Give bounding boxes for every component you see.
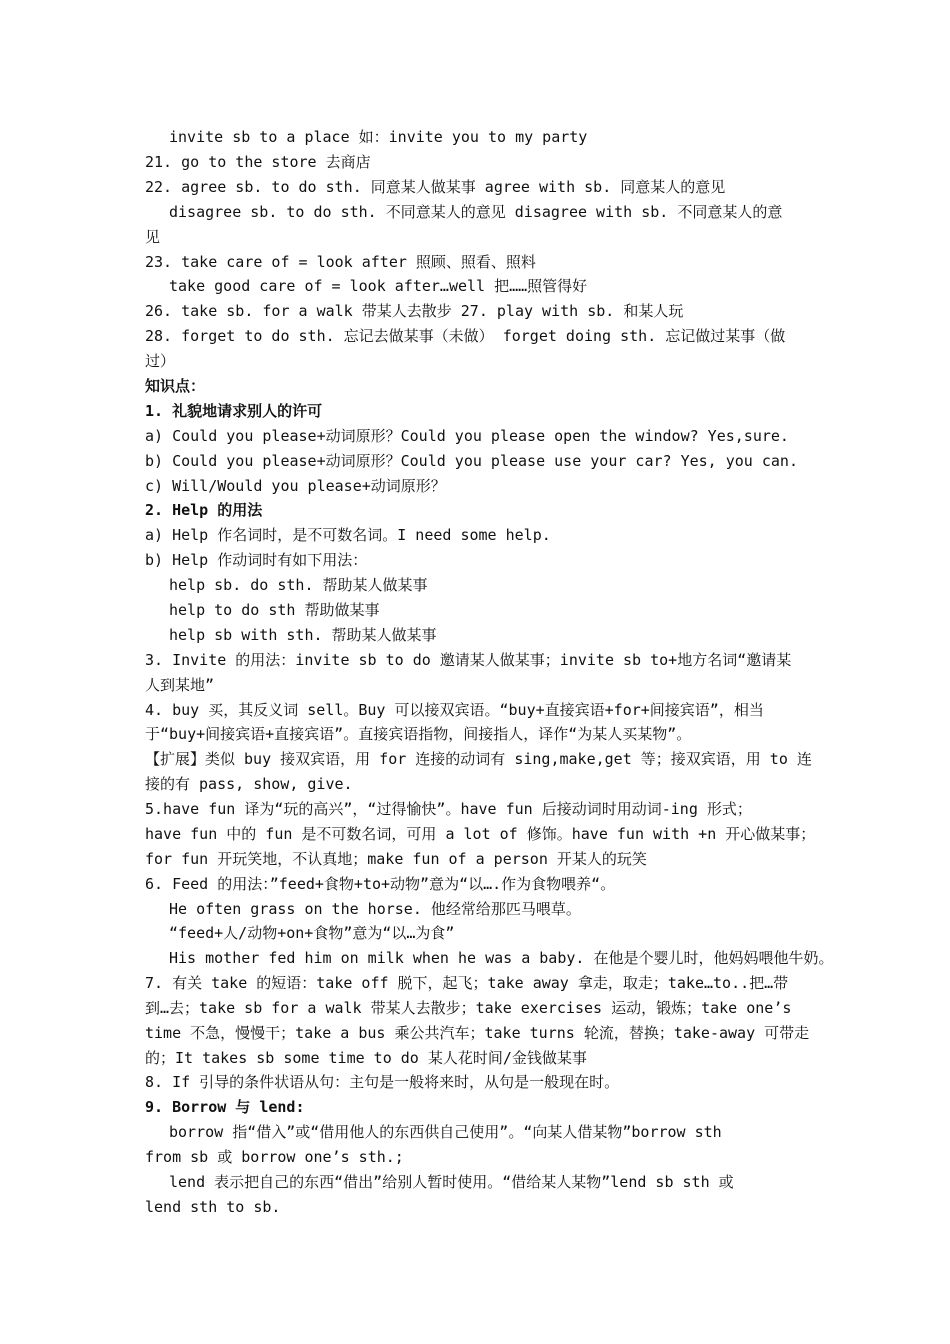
text-line: b) Could you please+动词原形？Could you please use your car? Yes, you can. xyxy=(145,452,798,470)
text-line: 见 xyxy=(145,228,161,246)
text-line: 接的有 pass, show, give. xyxy=(145,775,353,793)
text-line: 21. go to the store 去商店 xyxy=(145,153,371,171)
section-heading: 9. Borrow 与 lend: xyxy=(145,1098,305,1116)
text-line: 过） xyxy=(145,352,176,370)
text-line: help to do sth 帮助做某事 xyxy=(169,601,380,619)
text-line: disagree sb. to do sth. 不同意某人的意见 disagree with sb. 不同意某人的意 xyxy=(169,203,783,221)
text-line: b) Help 作动词时有如下用法： xyxy=(145,551,368,569)
text-line: c) Will/Would you please+动词原形？ xyxy=(145,477,446,495)
text-line: take good care of = look after…well 把……照管得好 xyxy=(169,277,588,295)
section-heading: 3. Invite 的用法：invite sb to do 邀请某人做某事；invite sb to+地方名词“邀请某 xyxy=(145,651,792,669)
text-line: a) Could you please+动词原形？Could you please open the window? Yes,sure. xyxy=(145,427,789,445)
section-heading: 4. buy 买，其反义词 sell。Buy 可以接双宾语。“buy+直接宾语+for+间接宾语”，相当 xyxy=(145,701,764,719)
section-heading: 知识点： xyxy=(145,377,206,395)
text-line: 人到某地” xyxy=(145,676,215,694)
text-line: borrow 指“借入”或“借用他人的东西供自己使用”。“向某人借某物”borrow sth xyxy=(169,1123,722,1141)
section-heading: 8. If 引导的条件状语从句：主句是一般将来时，从句是一般现在时。 xyxy=(145,1073,620,1091)
text-line: “feed+人/动物+on+食物”意为“以…为食” xyxy=(169,924,455,942)
text-line: 23. take care of = look after 照顾、照看、照料 xyxy=(145,253,536,271)
text-line: 的；It takes sb some time to do 某人花时间/金钱做某事 xyxy=(145,1049,587,1067)
text-line: for fun 开玩笑地，不认真地；make fun of a person 开某人的玩笑 xyxy=(145,850,647,868)
text-line: He often grass on the horse. 他经常给那匹马喂草。 xyxy=(169,900,581,918)
section-heading: 7. 有关 take 的短语：take off 脱下，起飞；take away 拿走，取走；take…to..把…带 xyxy=(145,974,789,992)
text-line: 26. take sb. for a walk 带某人去散步 27. play with sb. 和某人玩 xyxy=(145,302,684,320)
text-line: help sb. do sth. 帮助某人做某事 xyxy=(169,576,428,594)
section-heading: 1. 礼貌地请求别人的许可 xyxy=(145,402,323,420)
text-line: lend sth to sb. xyxy=(145,1198,281,1216)
text-line: 于“buy+间接宾语+直接宾语”。直接宾语指物，间接指人，译作“为某人买某物”。 xyxy=(145,725,692,743)
section-heading: 5.have fun 译为“玩的高兴”，“过得愉快”。have fun 后接动词时用动词-ing 形式； xyxy=(145,800,752,818)
text-line: have fun 中的 fun 是不可数名词，可用 a lot of 修饰。have fun with +n 开心做某事； xyxy=(145,825,816,843)
text-line: His mother fed him on milk when he was a baby. 在他是个婴儿时，他妈妈喂他牛奶。 xyxy=(169,949,834,967)
text-line: 28. forget to do sth. 忘记去做某事（未做） forget doing sth. 忘记做过某事（做 xyxy=(145,327,786,345)
section-heading: 2. Help 的用法 xyxy=(145,501,263,519)
text-line: 【扩展】类似 buy 接双宾语，用 for 连接的动词有 sing,make,get 等；接双宾语，用 to 连 xyxy=(145,750,812,768)
text-line: from sb 或 borrow one’s sth.; xyxy=(145,1148,404,1166)
text-line: 22. agree sb. to do sth. 同意某人做某事 agree with sb. 同意某人的意见 xyxy=(145,178,726,196)
section-heading: 6. Feed 的用法：”feed+食物+to+动物”意为“以….作为食物喂养“。 xyxy=(145,875,616,893)
text-line: 到…去；take sb for a walk 带某人去散步；take exercises 运动，锻炼；take one’s xyxy=(145,999,792,1017)
text-line: a) Help 作名词时，是不可数名词。I need some help. xyxy=(145,526,551,544)
text-line: invite sb to a place 如：invite you to my party xyxy=(169,128,588,146)
text-line: time 不急，慢慢干；take a bus 乘公共汽车；take turns 轮流，替换；take-away 可带走 xyxy=(145,1024,810,1042)
text-line: help sb with sth. 帮助某人做某事 xyxy=(169,626,437,644)
text-line: lend 表示把自己的东西“借出”给别人暂时使用。“借给某人某物”lend sb sth 或 xyxy=(169,1173,734,1191)
